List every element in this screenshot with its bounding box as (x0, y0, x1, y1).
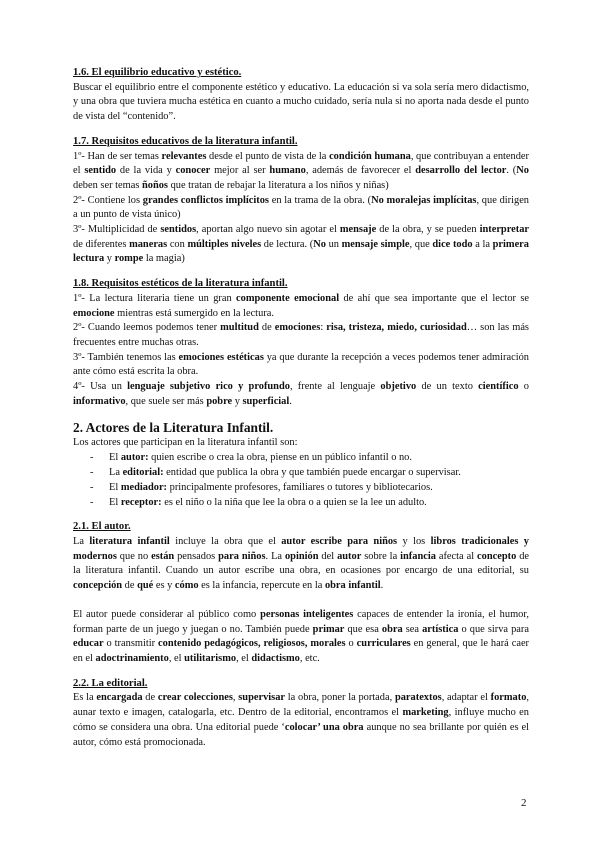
section-1-7-point-3: 3º- Multiplicidad de sentidos, aportan algo nuevo sin agotar el mensaje de la obra, y se pueden interpretar de diferentes maneras con múltiples niveles de lectura. (No un mensaje simple, que dice todo a la primera lectura y rompe la magia) (73, 224, 530, 265)
section-2-1-paragraph-1: La literatura infantil incluye la obra que el autor escribe para niños y los libros tradicionales y modernos que no están pensados para niños. La opinión del autor sobre la infancia afecta al concepto de la literatura infantil. Cuando un autor escribe una obra, en ocasiones por encargo de una editorial, su concepción de qué es y cómo es la infancia, repercute en la obra infantil. (73, 536, 530, 592)
page-number: 2 (521, 797, 527, 809)
section-1-6-body: Buscar el equilibrio entre el componente estético y educativo. La educación si va sola sería mero didactismo, y una obra que tuviera mucha estética en cuanto a mucho cuidado, sería nula si no aporta nada desde el punto de vista del “contenido”. (73, 81, 529, 123)
section-2-1-title: 2.1. El autor. (73, 521, 131, 533)
document-page (73, 66, 529, 750)
list-item: - El receptor: es el niño o la niña que lee la obra o a quien se la lee un adulto. (73, 496, 529, 511)
section-2-2-paragraph-1: Es la encargada de crear colecciones, supervisar la obra, poner la portada, paratextos, adaptar el formato, aunar texto e imagen, catalogarla, etc. Dentro de la editorial, encontramos el marketing, influye mucho en cómo se considera una obra. Una editorial puede ‘colocar’ una obra aunque no sea brillante por quién es el autor, cómo está promocionada. (73, 692, 529, 748)
section-2-title: 2. Actores de la Literatura Infantil. (73, 420, 274, 436)
section-1-8-point-4: 4º- Usa un lenguaje subjetivo rico y profundo, frente al lenguaje objetivo de un texto científico o informativo, que suele ser más pobre y superficial. (73, 381, 529, 407)
actors-list (73, 451, 529, 510)
section-2-2-title: 2.2. La editorial. (73, 677, 148, 689)
section-2-intro: Los actores que participan en la literatura infantil son: (73, 437, 298, 449)
section-2-1-paragraph-2: El autor puede considerar al público como personas inteligentes capaces de entender la ironía, el humor, forman parte de un juego y juegan o no. También puede primar que esa obra sea artística o que sirva para educar o transmitir contenido pedagógicos, religiosos, morales o curriculares en general, que le hará caer en el adoctrinamiento, el utilitarismo, el didactismo, etc. (73, 608, 530, 664)
list-item: - El autor: quien escribe o crea la obra, piense en un público infantil o no. (73, 451, 529, 466)
list-item: - La editorial: entidad que publica la obra y que también puede encargar o supervisar. (73, 466, 529, 481)
section-1-7-title: 1.7. Requisitos educativos de la literatura infantil. (73, 135, 298, 147)
section-1-8-point-1: 1º- La lectura literaria tiene un gran componente emocional de ahí que sea importante que el lector se emocione mientras está sumergido en la lectura. (73, 292, 530, 319)
section-1-8-title: 1.8. Requisitos estéticos de la literatura infantil. (73, 278, 288, 290)
section-1-7-point-1: 1º- Han de ser temas relevantes desde el punto de vista de la condición humana, que contribuyan a entender el sentido de la vida y conocer mejor al ser humano, además de favorecer el desarrollo del lector. (No deben ser temas ñoños que tratan de rebajar la literatura a los niños y niñas) (73, 150, 529, 191)
section-1-6-title: 1.6. El equilibrio educativo y estético. (73, 67, 242, 78)
section-1-7-point-2: 2º- Contiene los grandes conflictos implícitos en la trama de la obra. (No moralejas implícitas, que dirigen a un punto de vista único) (73, 194, 530, 221)
section-1-8-point-3: 3º- También tenemos las emociones estéticas ya que durante la recepción a veces podemos tener admiración ante cómo está escrita la obra. (73, 351, 529, 378)
section-1-8-point-2: 2º- Cuando leemos podemos tener multitud de emociones: risa, tristeza, miedo, curiosidad… son las más frecuentes entre muchas otras. (73, 322, 529, 348)
list-item: - El mediador: principalmente profesores, familiares o tutores y bibliotecarios. (73, 481, 529, 496)
